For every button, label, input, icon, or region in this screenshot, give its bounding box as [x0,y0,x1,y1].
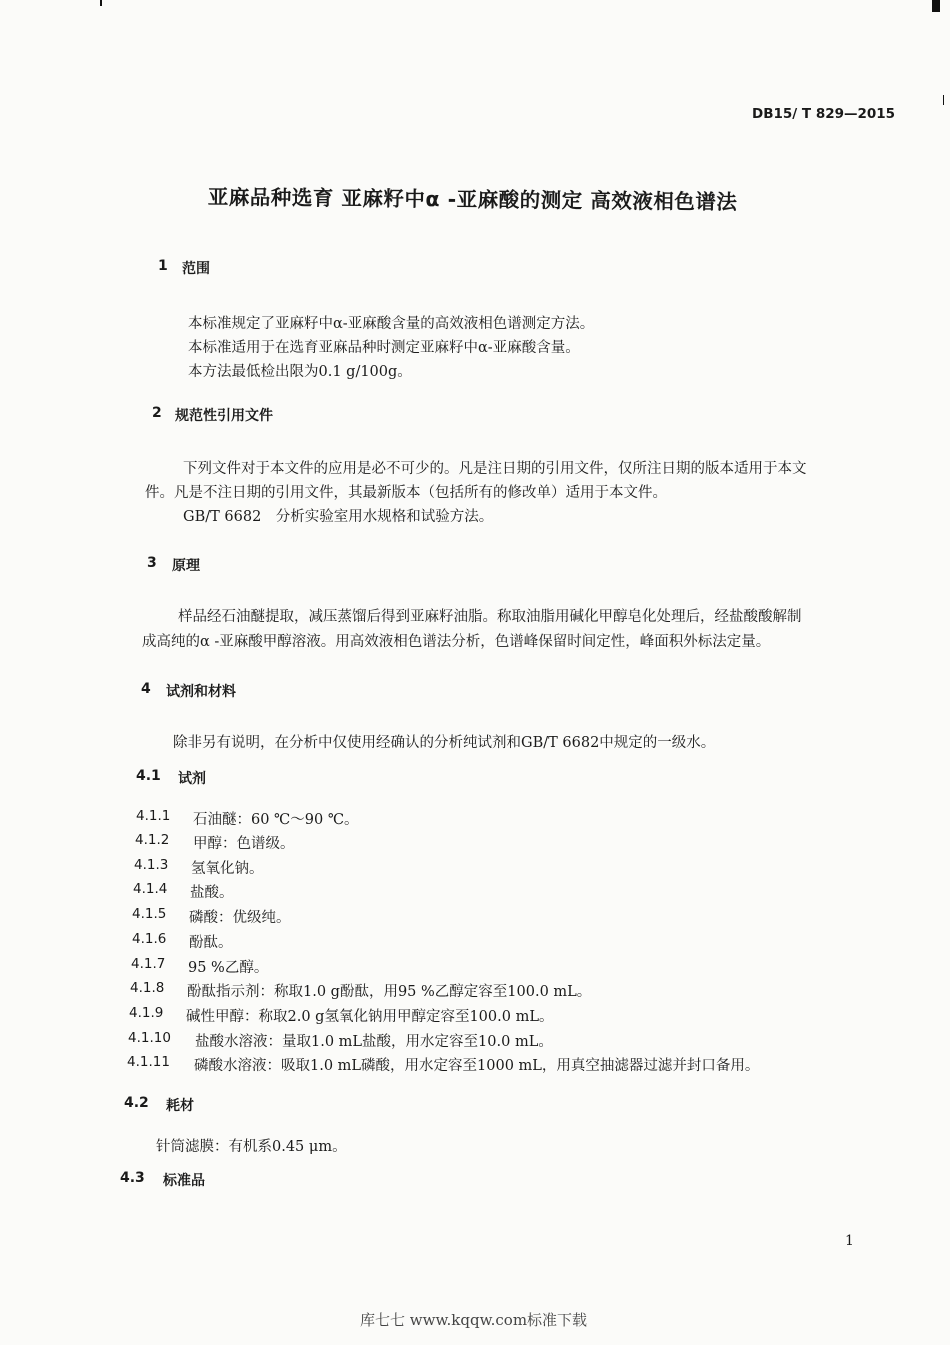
section-1-line-1: 本标准规定了亚麻籽中α-亚麻酸含量的高效液相色谱测定方法。 [188,316,595,332]
item-4-1-6-number: 4.1.6 [132,931,167,947]
doc-code: DB15/ T 829—2015 [752,106,896,122]
section-4-3-number: 4.3 [120,1170,145,1186]
section-4-1-title: 试剂 [178,771,206,787]
section-3-line-2: 成高纯的α -亚麻酸甲醇溶液。用高效液相色谱法分析，色谱峰保留时间定性，峰面积外标法定量。 [142,634,771,650]
section-4-2-number: 4.2 [124,1095,149,1111]
item-4-1-6-text: 酚酞。 [189,935,233,951]
section-3-number: 3 [147,555,157,571]
item-4-1-8-number: 4.1.8 [130,980,165,996]
item-4-1-10-number: 4.1.10 [128,1030,171,1046]
item-4-1-11-text: 磷酸水溶液：吸取1.0 mL磷酸，用水定容至1000 mL，用真空抽滤器过滤并封口备用。 [194,1058,760,1074]
item-4-1-1-text: 石油醚：60 ℃～90 ℃。 [193,812,359,828]
item-4-1-10-text: 盐酸水溶液：量取1.0 mL盐酸，用水定容至10.0 mL。 [195,1034,553,1050]
section-4-2-text: 针筒滤膜：有机系0.45 μm。 [156,1139,347,1155]
section-4-1-number: 4.1 [136,768,161,784]
section-1-line-3: 本方法最低检出限为0.1 g/100g。 [188,364,412,380]
section-3-title: 原理 [172,558,200,574]
section-2-line-1: 下列文件对于本文件的应用是必不可少的。凡是注日期的引用文件，仅所注日期的版本适用于本文 [183,461,807,477]
section-1-line-2: 本标准适用于在选育亚麻品种时测定亚麻籽中α-亚麻酸含量。 [188,340,580,356]
scan-mark-right-edge [943,95,944,105]
section-4-intro: 除非另有说明，在分析中仅使用经确认的分析纯试剂和GB/T 6682中规定的一级水。 [173,735,716,751]
item-4-1-2-text: 甲醇：色谱级。 [193,836,295,852]
section-2-number: 2 [152,405,162,421]
item-4-1-9-text: 碱性甲醇：称取2.0 g氢氧化钠用甲醇定容至100.0 mL。 [186,1009,554,1025]
watermark-footer: 库七七 www.kqqw.com标准下载 [360,1311,588,1329]
section-4-title: 试剂和材料 [166,684,236,700]
section-2-title: 规范性引用文件 [175,408,273,424]
item-4-1-9-number: 4.1.9 [129,1005,164,1021]
scan-mark-top-right [932,0,940,12]
item-4-1-7-text: 95 %乙醇。 [188,960,269,976]
section-2-line-3: GB/T 6682 分析实验室用水规格和试验方法。 [183,509,494,525]
scan-mark-top-left [100,0,102,6]
item-4-1-3-text: 氢氧化钠。 [191,861,264,877]
item-4-1-7-number: 4.1.7 [131,956,166,972]
item-4-1-3-number: 4.1.3 [134,857,169,873]
item-4-1-4-number: 4.1.4 [133,881,168,897]
section-4-2-title: 耗材 [166,1098,194,1114]
section-4-number: 4 [141,681,151,697]
page-title: 亚麻品种选育 亚麻籽中α -亚麻酸的测定 高效液相色谱法 [207,184,738,215]
section-2-line-2: 件。凡是不注日期的引用文件，其最新版本（包括所有的修改单）适用于本文件。 [145,485,667,501]
item-4-1-2-number: 4.1.2 [135,832,170,848]
item-4-1-4-text: 盐酸。 [190,885,234,901]
section-1-number: 1 [158,258,168,274]
item-4-1-8-text: 酚酞指示剂：称取1.0 g酚酞，用95 %乙醇定容至100.0 mL。 [187,984,592,1000]
item-4-1-1-number: 4.1.1 [136,808,171,824]
section-4-3-title: 标准品 [163,1173,205,1189]
page-number: 1 [845,1233,854,1249]
item-4-1-5-number: 4.1.5 [132,906,167,922]
section-3-line-1: 样品经石油醚提取，减压蒸馏后得到亚麻籽油脂。称取油脂用碱化甲醇皂化处理后，经盐酸酸解制 [178,609,802,625]
section-1-title: 范围 [182,261,210,277]
item-4-1-5-text: 磷酸：优级纯。 [189,910,291,926]
item-4-1-11-number: 4.1.11 [127,1054,170,1070]
